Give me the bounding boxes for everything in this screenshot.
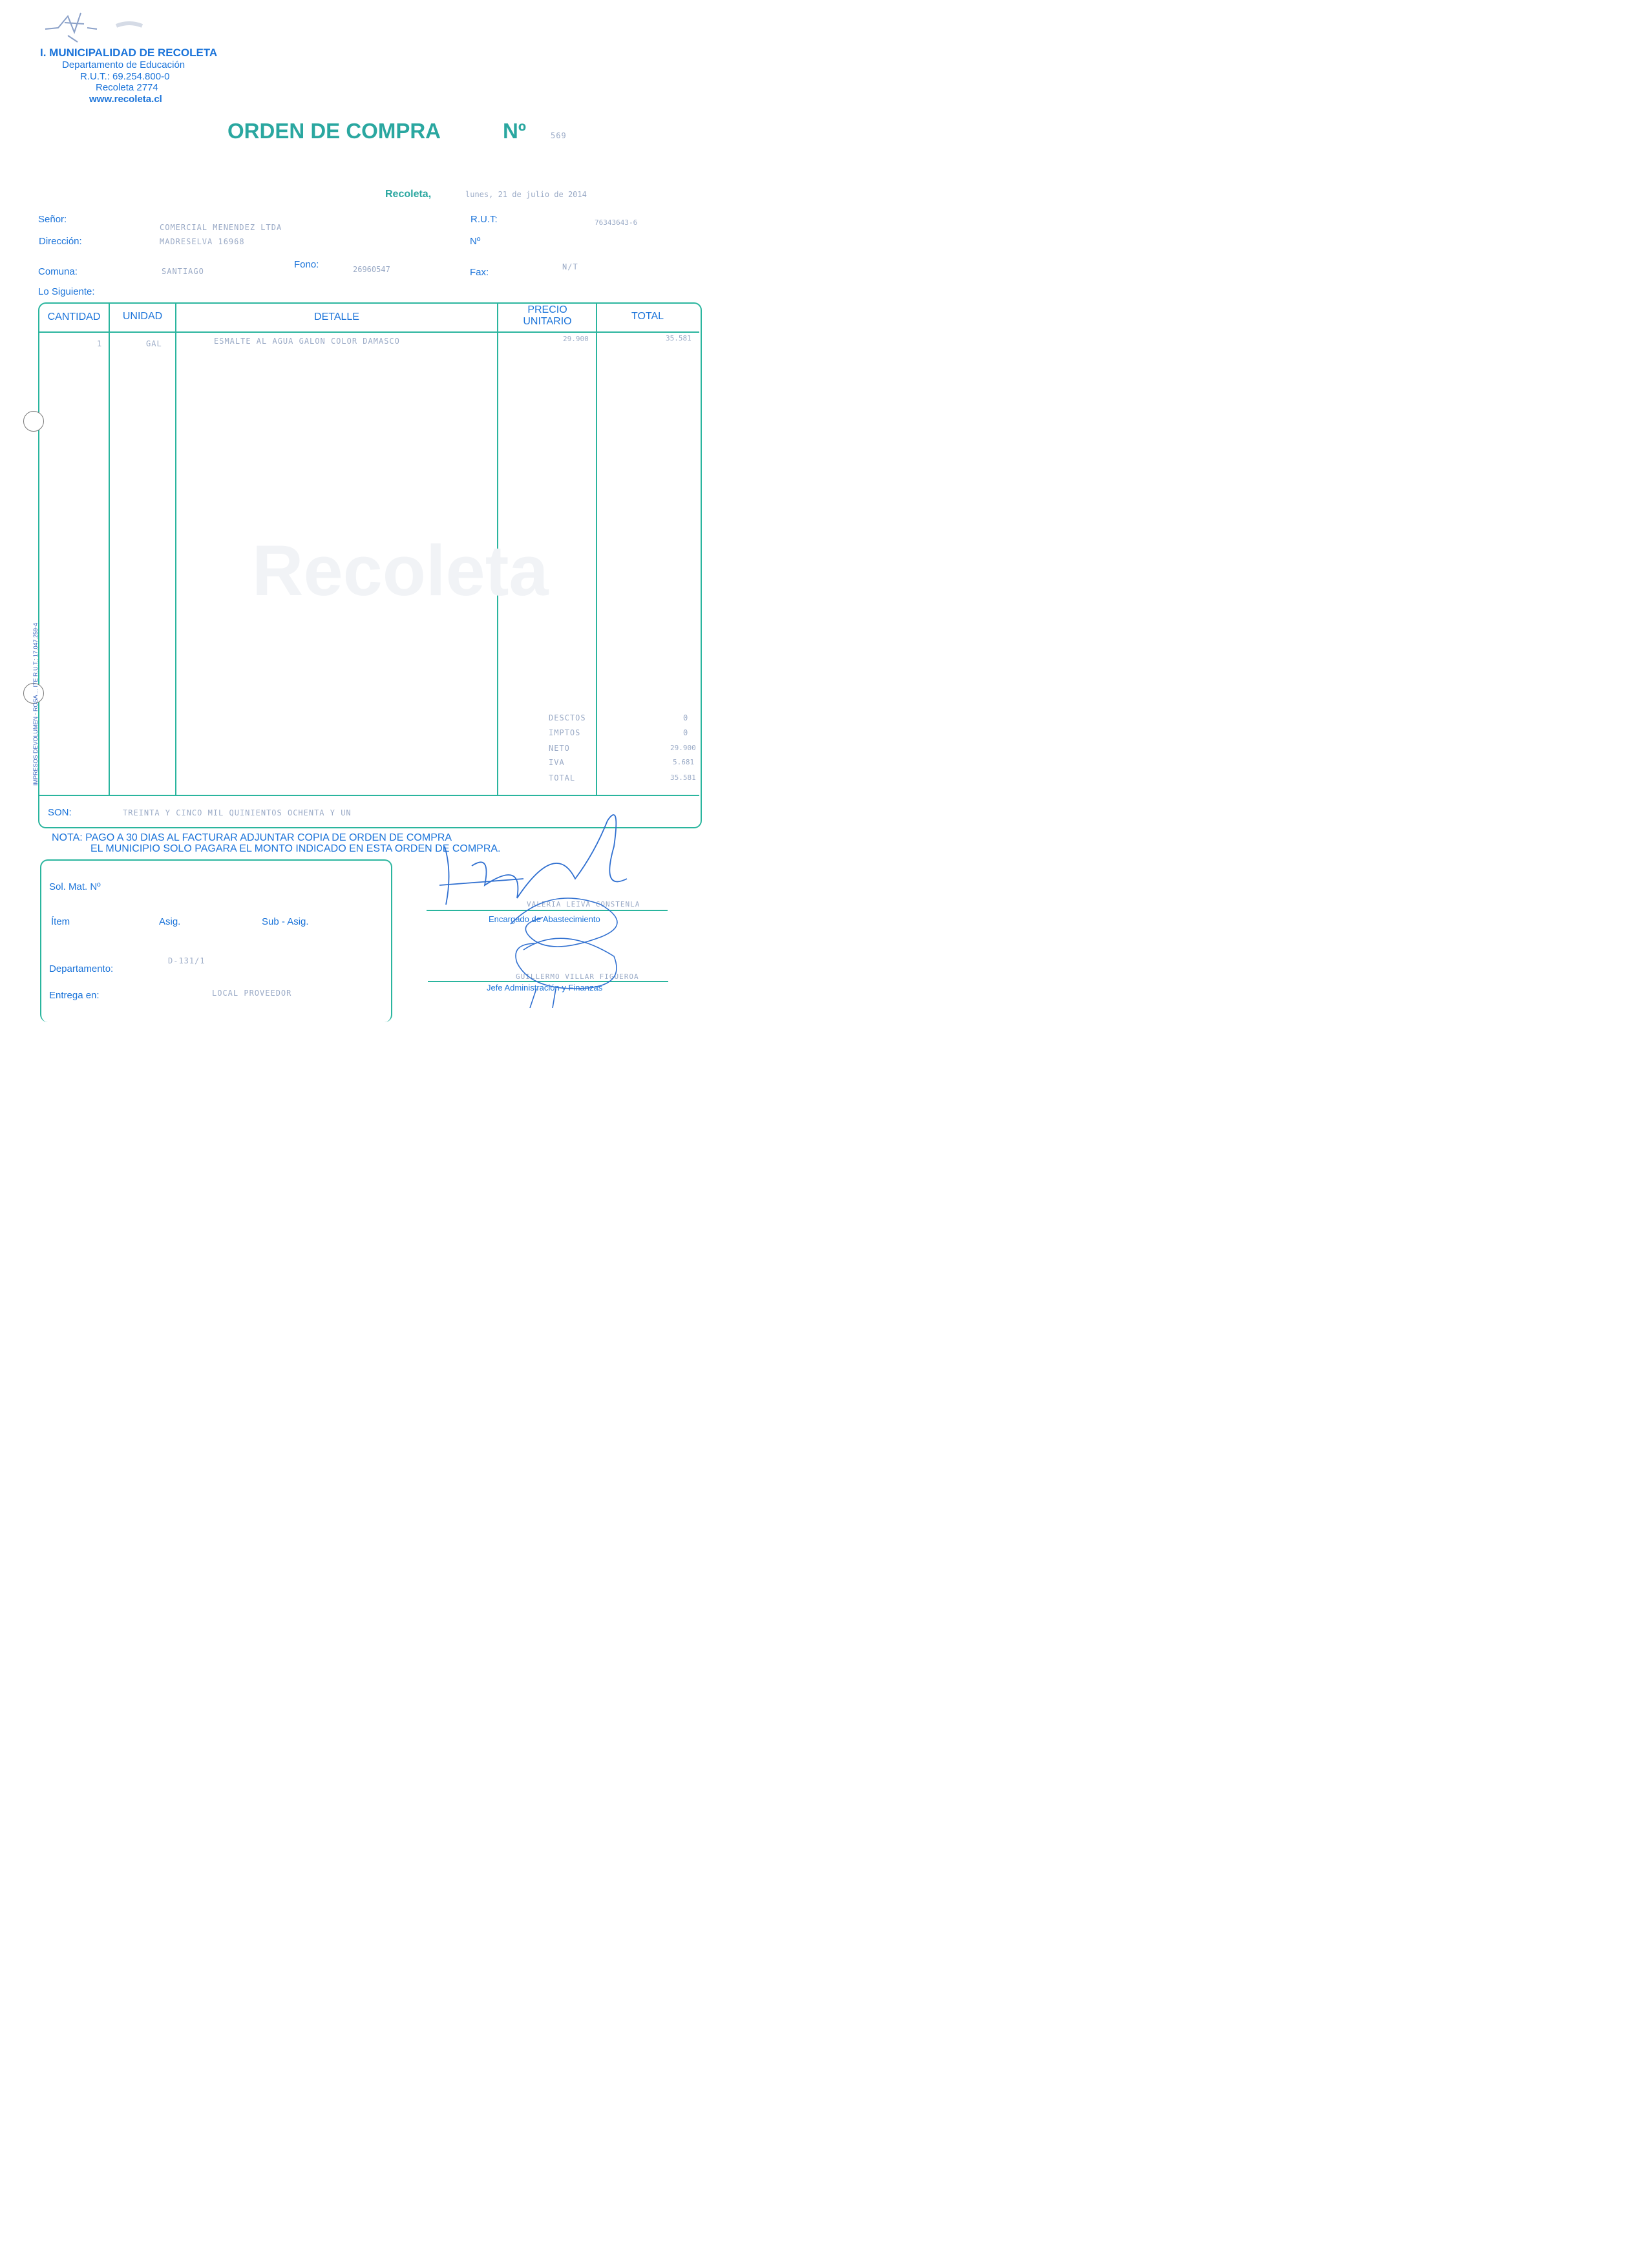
order-date: lunes, 21 de julio de 2014 (465, 190, 587, 199)
summary-value: 35.581 (670, 773, 696, 782)
item-label: Ítem (51, 916, 70, 927)
signer-2-name: GUILLERMO VILLAR FIGUEROA (516, 972, 639, 981)
col-divider (596, 302, 597, 795)
handwritten-signature (433, 795, 640, 1008)
col-header-total: TOTAL (631, 311, 664, 322)
signer-2-role: Jefe Administración y Finanzas (487, 983, 603, 992)
rut-label: R.U.T: (470, 214, 498, 225)
supplier-phone: 26960547 (353, 265, 390, 274)
senor-label: Señor: (38, 214, 67, 225)
signer-1-role: Encargado de Abastecimiento (489, 914, 600, 924)
summary-label: IMPTOS (549, 728, 581, 737)
supplier-name: COMERCIAL MENENDEZ LTDA (160, 223, 282, 232)
city-label: Recoleta, (385, 189, 432, 200)
table-header-divider (39, 331, 699, 333)
col-header-precio: PRECIO UNITARIO (523, 304, 572, 327)
summary-value: 0 (683, 728, 689, 737)
municipal-logo (39, 3, 168, 48)
order-number-label: Nº (503, 119, 526, 143)
row-precio: 29.900 (563, 335, 589, 343)
entrega-value: LOCAL PROVEEDOR (212, 989, 292, 998)
org-department: Departamento de Educación (62, 59, 185, 70)
summary-value: 5.681 (673, 758, 695, 766)
summary-value: 0 (683, 713, 689, 722)
org-web: www.recoleta.cl (89, 94, 162, 105)
sub-asig-label: Sub - Asig. (262, 916, 309, 927)
document-title: ORDEN DE COMPRA (227, 119, 441, 143)
recoleta-watermark: Recoleta (252, 531, 549, 611)
direccion-label: Dirección: (39, 236, 82, 247)
row-unidad: GAL (146, 339, 162, 348)
nota-line-1: NOTA: PAGO A 30 DIAS AL FACTURAR ADJUNTAR COPIA DE ORDEN DE COMPRA (52, 832, 452, 843)
supplier-fax: N/T (562, 262, 578, 271)
sol-mat-label: Sol. Mat. Nº (49, 881, 101, 892)
col-divider (175, 302, 176, 795)
lo-siguiente-label: Lo Siguiente: (38, 286, 95, 297)
amount-in-words: TREINTA Y CINCO MIL QUINIENTOS OCHENTA Y UN (123, 808, 352, 817)
comuna-label: Comuna: (38, 266, 78, 277)
supplier-comuna: SANTIAGO (162, 267, 204, 276)
org-name: I. MUNICIPALIDAD DE RECOLETA (40, 47, 218, 59)
summary-label: TOTAL (549, 773, 576, 782)
summary-label: IVA (549, 758, 565, 767)
departamento-label: Departamento: (49, 963, 114, 974)
summary-value: 29.900 (670, 744, 696, 752)
col-header-detalle: DETALLE (314, 311, 359, 322)
supplier-rut: 76343643-6 (595, 218, 638, 227)
signer-1-name: VALERIA LEIVA CONSTENLA (527, 900, 640, 908)
fax-label: Fax: (470, 267, 489, 278)
binding-hole (23, 411, 44, 432)
col-header-cantidad: CANTIDAD (47, 311, 101, 322)
col-divider (109, 302, 110, 795)
supplier-address: MADRESELVA 16968 (160, 237, 245, 246)
row-cantidad: 1 (97, 339, 103, 348)
asig-label: Asig. (159, 916, 181, 927)
entrega-label: Entrega en: (49, 990, 100, 1001)
col-header-unidad: UNIDAD (122, 311, 163, 322)
row-detalle: ESMALTE AL AGUA GALON COLOR DAMASCO (214, 337, 400, 346)
summary-label: DESCTOS (549, 713, 586, 722)
org-rut: R.U.T.: 69.254.800-0 (80, 71, 170, 82)
org-address: Recoleta 2774 (96, 82, 158, 93)
fono-label: Fono: (294, 259, 319, 270)
summary-label: NETO (549, 744, 570, 753)
departamento-value: D-131/1 (168, 956, 206, 965)
son-label: SON: (48, 807, 72, 818)
number-label: Nº (470, 236, 481, 247)
printer-imprint: IMPRESOS DEVOLUMEN - ROSA ... ITE R.U.T.: 17.047.259-4 (32, 622, 39, 786)
order-number: 569 (551, 131, 567, 140)
nota-line-2: EL MUNICIPIO SOLO PAGARA EL MONTO INDICADO EN ESTA ORDEN DE COMPRA. (90, 843, 501, 854)
row-total: 35.581 (666, 334, 692, 342)
